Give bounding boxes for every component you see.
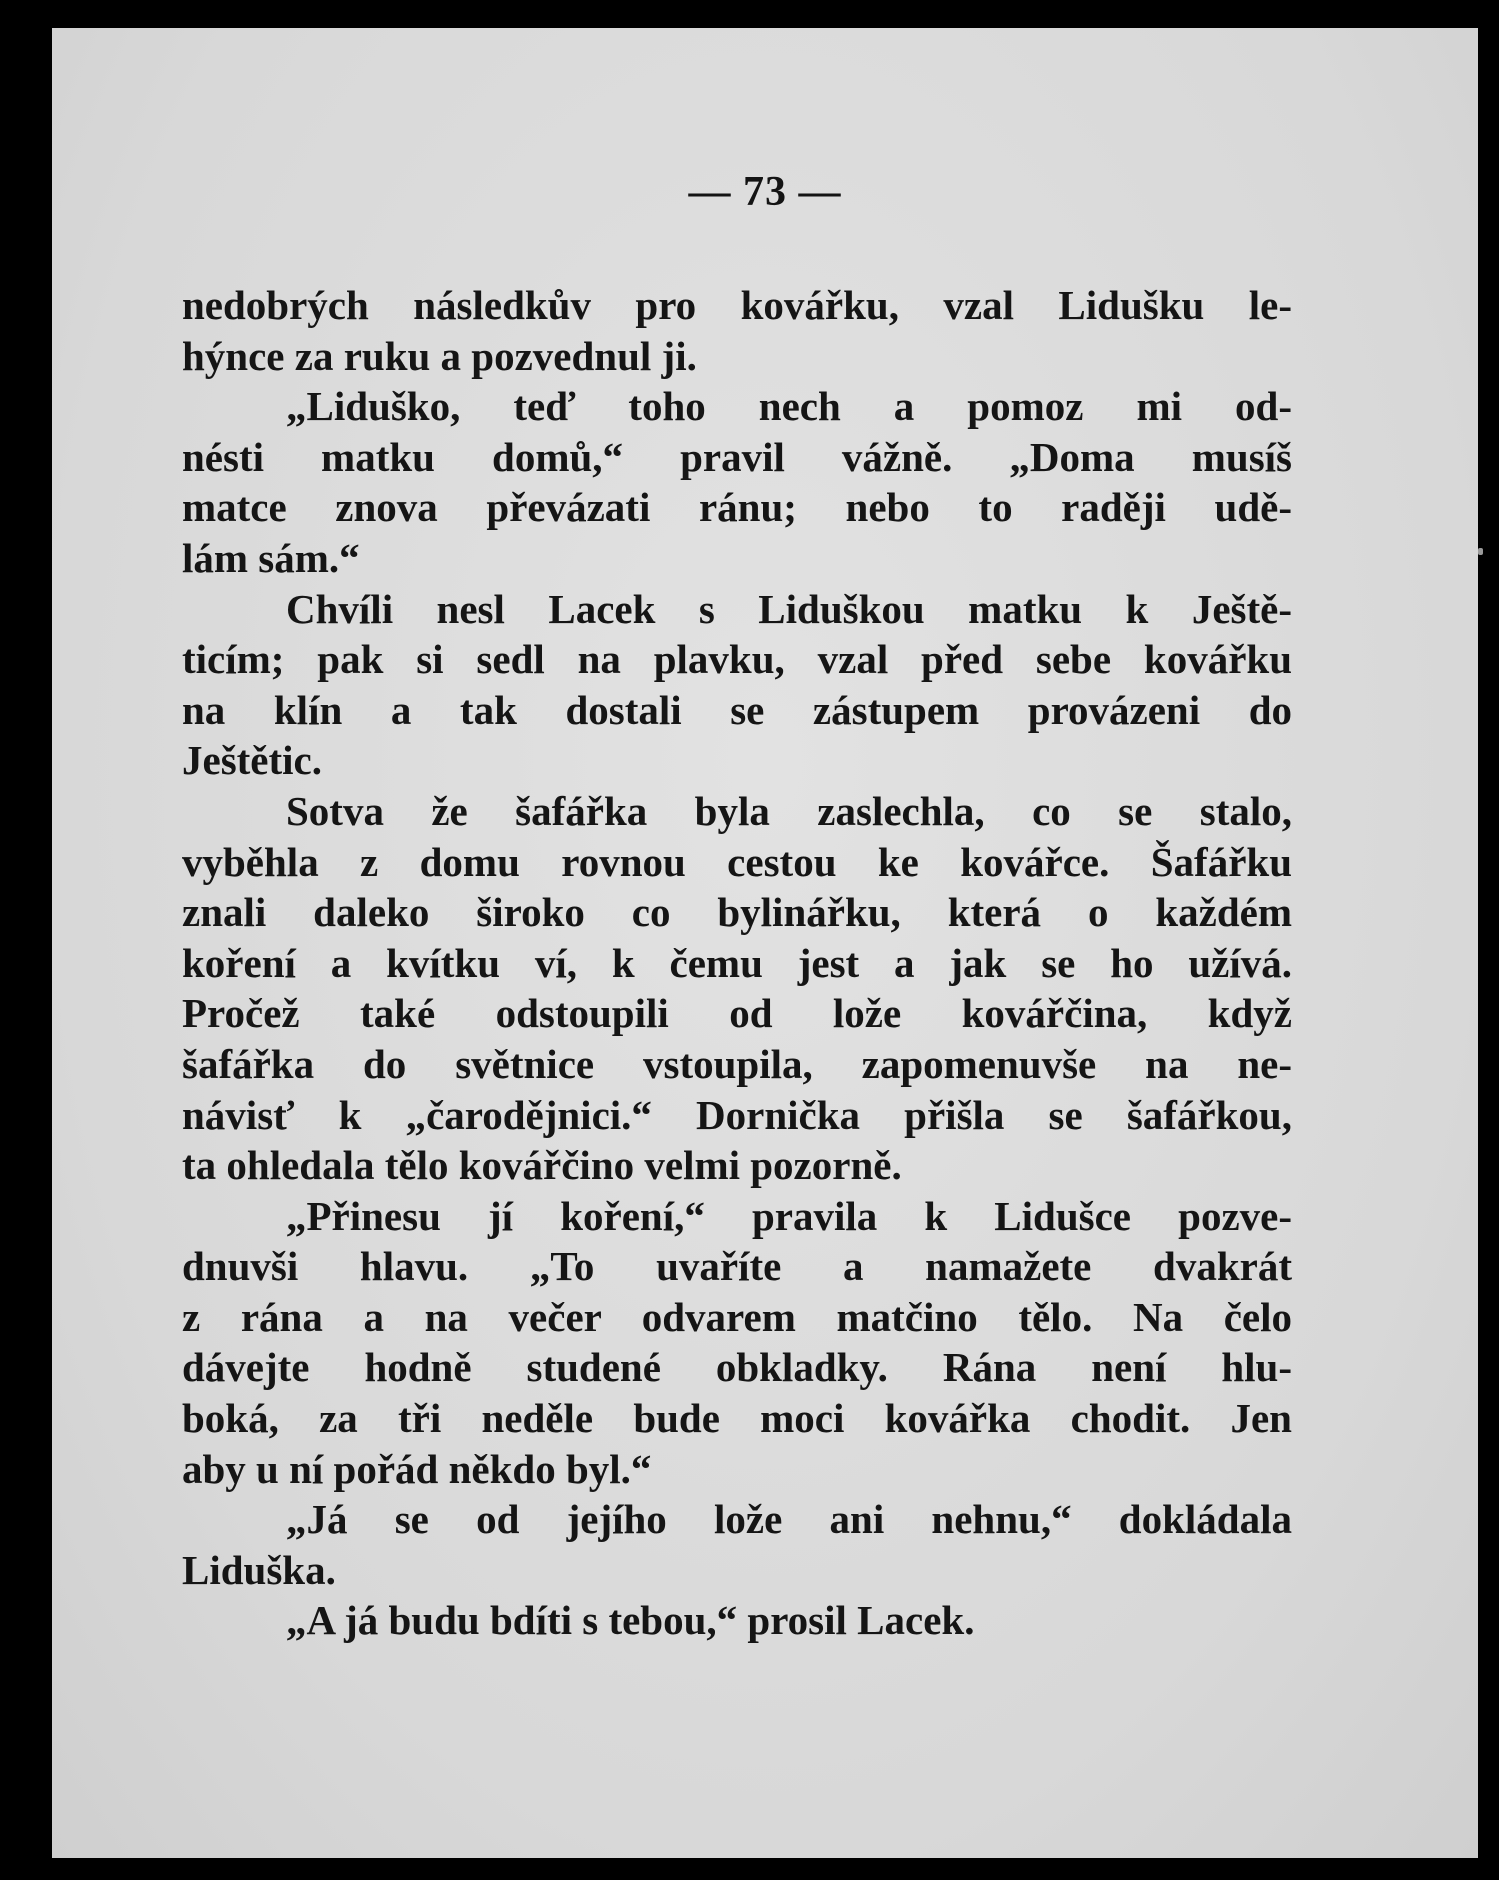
text-line: dávejte hodně studené obkladky. Rána není hlu- — [182, 1344, 1292, 1391]
text-line: Sotva že šafářka byla zaslechla, co se stalo, — [286, 787, 1292, 834]
text-line: „Přinesu jí koření,“ pravila k Lidušce pozve- — [286, 1192, 1292, 1239]
text-line: Pročež také odstoupili od lože kovářčina, když — [182, 990, 1292, 1037]
text-line: Ještětic. — [182, 737, 322, 784]
text-line: návisť k „čarodějnici.“ Dornička přišla se šafářkou, — [182, 1091, 1292, 1138]
text-line: nésti matku domů,“ pravil vážně. „Doma musíš — [182, 433, 1292, 480]
page-number: — 73 — — [688, 169, 842, 215]
text-line: lám sám.“ — [182, 534, 360, 581]
text-line: Liduška. — [182, 1546, 336, 1593]
text-line: „Liduško, teď toho nech a pomoz mi od- — [286, 383, 1292, 430]
paper-speck — [1478, 548, 1483, 555]
text-line: znali daleko široko co bylinářku, která o každém — [182, 889, 1292, 936]
text-line: z rána a na večer odvarem matčino tělo. Na čelo — [182, 1293, 1292, 1340]
text-line: na klín a tak dostali se zástupem provázeni do — [182, 686, 1292, 733]
text-line: „Já se od jejího lože ani nehnu,“ dokládala — [286, 1496, 1292, 1543]
text-line: šafářka do světnice vstoupila, zapomenuvše na ne- — [182, 1040, 1292, 1087]
text-line: aby u ní pořád někdo byl.“ — [182, 1445, 652, 1492]
text-line: „A já budu bdíti s tebou,“ prosil Lacek. — [286, 1597, 975, 1644]
text-line: nedobrých následkův pro kovářku, vzal Lidušku le- — [182, 282, 1292, 328]
text-line: boká, za tři neděle bude moci kovářka chodit. Jen — [182, 1395, 1292, 1442]
text-line: dnuvši hlavu. „To uvaříte a namažete dvakrát — [182, 1243, 1292, 1290]
text-line: ticím; pak si sedl na plavku, vzal před sebe kovářku — [182, 636, 1292, 683]
text-line: ta ohledala tělo kovářčino velmi pozorně. — [182, 1142, 902, 1189]
text-line: matce znova převázati ránu; nebo to raději udě- — [182, 484, 1292, 531]
body-text — [182, 280, 1292, 1646]
text-line: Chvíli nesl Lacek s Liduškou matku k Ještě- — [286, 585, 1292, 632]
text-line: koření a kvítku ví, k čemu jest a jak se ho užívá. — [182, 939, 1292, 986]
book-page — [52, 28, 1478, 1858]
text-line: hýnce za ruku a pozvednul ji. — [182, 332, 697, 379]
text-line: vyběhla z domu rovnou cestou ke kovářce. Šafářku — [182, 838, 1292, 885]
